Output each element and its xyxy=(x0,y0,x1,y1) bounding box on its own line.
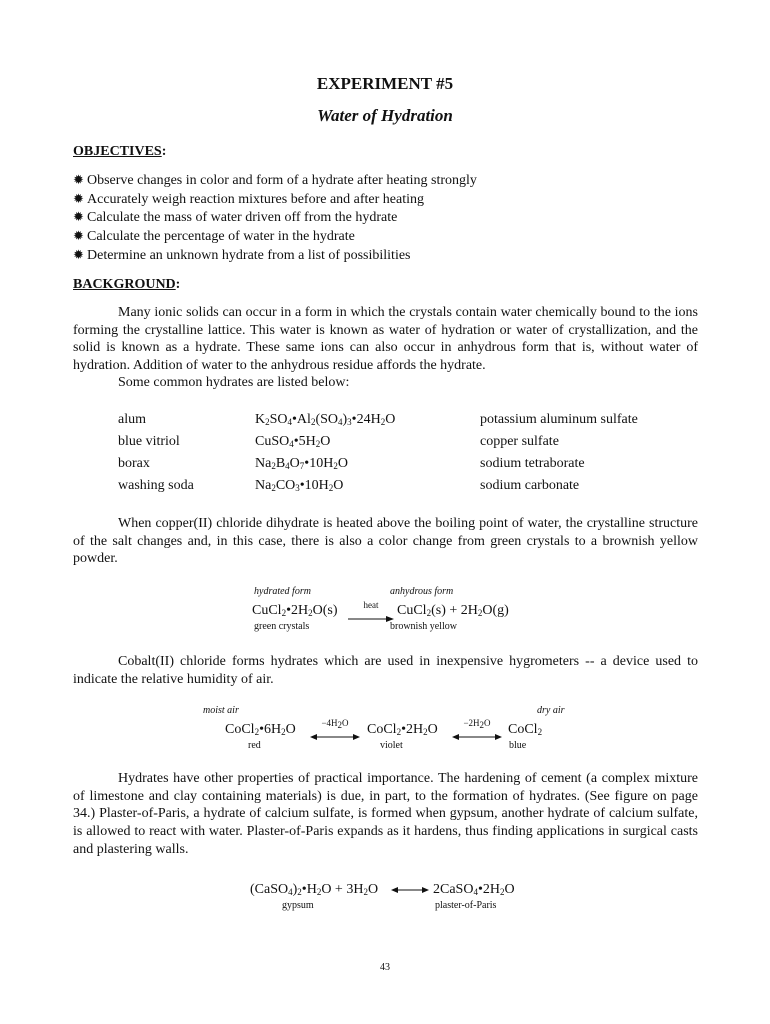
heat-arrow xyxy=(348,600,394,628)
hydrate-common-name: blue vitriol xyxy=(118,434,180,449)
eq2-label-left: moist air xyxy=(203,705,239,716)
hydrates-intro: Some common hydrates are listed below: xyxy=(118,375,350,390)
eq1-caption-right: brownish yellow xyxy=(390,621,457,632)
bullet-icon: ✹ xyxy=(73,228,84,244)
list-item: ✹ Observe changes in color and form of a hydrate after heating strongly xyxy=(73,172,477,188)
eq1-label-left: hydrated form xyxy=(254,586,311,597)
paragraph-2: When copper(II) chloride dihydrate is heated above the boiling point of water, the crystalline structure of the salt changes and, in this case, there is also a color change from green crystals to a brownish yellow powder. xyxy=(73,516,698,567)
eq3-caption-right: plaster-of-Paris xyxy=(435,900,497,911)
eq2-label-right: dry air xyxy=(537,705,565,716)
eq2-arrow-2 xyxy=(452,718,502,746)
arrow-label: heat xyxy=(363,600,379,610)
double-arrow-icon xyxy=(391,886,429,894)
objectives-heading: OBJECTIVES: xyxy=(73,144,167,159)
eq1-products: CuCl$_2$(s) + $2H_2O(g)$ xyxy=(397,603,509,618)
paragraph-1: Many ionic solids can occur in a form in which the crystals contain water chemically bound to the ions forming the crystalline lattice. This water is known as water of hydration or water of crystallization, and the solid is known as a hydrate. These same ions can also occur in anhydrous form that is, without water of hydration. Addition of water to the anhydrous residue affords the hydrate. xyxy=(73,305,698,374)
table-row xyxy=(118,412,638,434)
table-row xyxy=(118,456,638,478)
hydrate-chemical-name: potassium aluminum sulfate xyxy=(480,412,638,427)
hydrate-formula: $Na_2CO_3•10H_2O$ xyxy=(255,478,344,493)
right-arrow-icon xyxy=(348,615,394,623)
arrow-label: $-2H_2O$ xyxy=(463,718,491,730)
double-arrow-icon xyxy=(310,733,360,741)
hydrate-common-name: alum xyxy=(118,412,146,427)
hydrates-table xyxy=(118,412,638,500)
hydrate-formula: $Na_2B_4O_7•10H_2O$ xyxy=(255,456,348,471)
table-row xyxy=(118,478,638,500)
hydrate-chemical-name: sodium carbonate xyxy=(480,478,580,493)
eq2-product: CoCl$_2$ xyxy=(508,722,543,737)
bullet-icon: ✹ xyxy=(73,172,84,187)
eq3-reactants: $(CaSO_4)_2•H_2O + 3H_2O$ xyxy=(250,882,379,897)
hydrate-chemical-name: copper sulfate xyxy=(480,434,559,449)
paragraph-3: Cobalt(II) chloride forms hydrates which are used in inexpensive hygrometers -- a device used to indicate the relative humidity of air. xyxy=(73,654,698,687)
eq2-arrow-1 xyxy=(310,718,360,746)
hydrate-formula: $CuSO_4•5H_2O$ xyxy=(255,434,331,449)
table-row xyxy=(118,434,638,456)
eq2-intermediate: $CoCl_2•2H_2O$ xyxy=(367,722,438,737)
hydrate-common-name: washing soda xyxy=(118,478,194,493)
background-heading: BACKGROUND: xyxy=(73,277,181,292)
arrow-label: $-4H_2O$ xyxy=(321,718,349,730)
eq1-label-right: anhydrous form xyxy=(390,586,454,597)
eq3-caption-left: gypsum xyxy=(282,900,314,911)
list-item: ✹ Calculate the percentage of water in the hydrate xyxy=(73,228,355,245)
eq2-caption-blue: blue xyxy=(509,740,527,751)
objectives-list xyxy=(73,171,477,265)
list-item: ✹ Determine an unknown hydrate from a list of possibilities xyxy=(73,246,411,263)
hydrate-formula: $K_2SO_4•Al_2(SO_4)_3•24H_2O$ xyxy=(255,412,396,427)
page-subtitle: Water of Hydration xyxy=(317,106,453,125)
list-item: ✹ Accurately weigh reaction mixtures before and after heating xyxy=(73,190,425,207)
eq1-equation: $CuCl_2•2H_2O(s)$ xyxy=(252,603,338,618)
list-item: ✹ Calculate the mass of water driven off from the hydrate xyxy=(73,209,398,226)
bullet-icon: ✹ xyxy=(73,190,84,206)
eq2-caption-red: red xyxy=(248,740,261,751)
eq1-caption-left: green crystals xyxy=(254,621,310,632)
hydrate-chemical-name: sodium tetraborate xyxy=(480,456,585,471)
bullet-icon: ✹ xyxy=(73,246,84,262)
page-title: EXPERIMENT #5 xyxy=(316,74,454,93)
eq2-caption-violet: violet xyxy=(380,740,403,751)
paragraph-4: Hydrates have other properties of practical importance. The hardening of cement (a complex mixture of limestone and clay containing materials) is due, in part, to the formation of hydrates. (See figure on page 34.) Plaster-of-Paris, a hydrate of calcium sulfate, is formed when gypsum, another hydrate of calcium sulfate, is allowed to react with water. Plaster-of-Paris expands as it hardens, thus finding applications in surgical casts and plastering walls. xyxy=(73,771,698,857)
double-arrow-icon xyxy=(452,733,502,741)
bullet-icon: ✹ xyxy=(73,209,84,225)
eq2-reactant: $CoCl_2•6H_2O$ xyxy=(225,722,296,737)
hydrate-common-name: borax xyxy=(118,456,150,471)
eq3-product: $2CaSO_4•2H_2O$ xyxy=(433,882,515,897)
page-number: 43 xyxy=(380,962,390,973)
